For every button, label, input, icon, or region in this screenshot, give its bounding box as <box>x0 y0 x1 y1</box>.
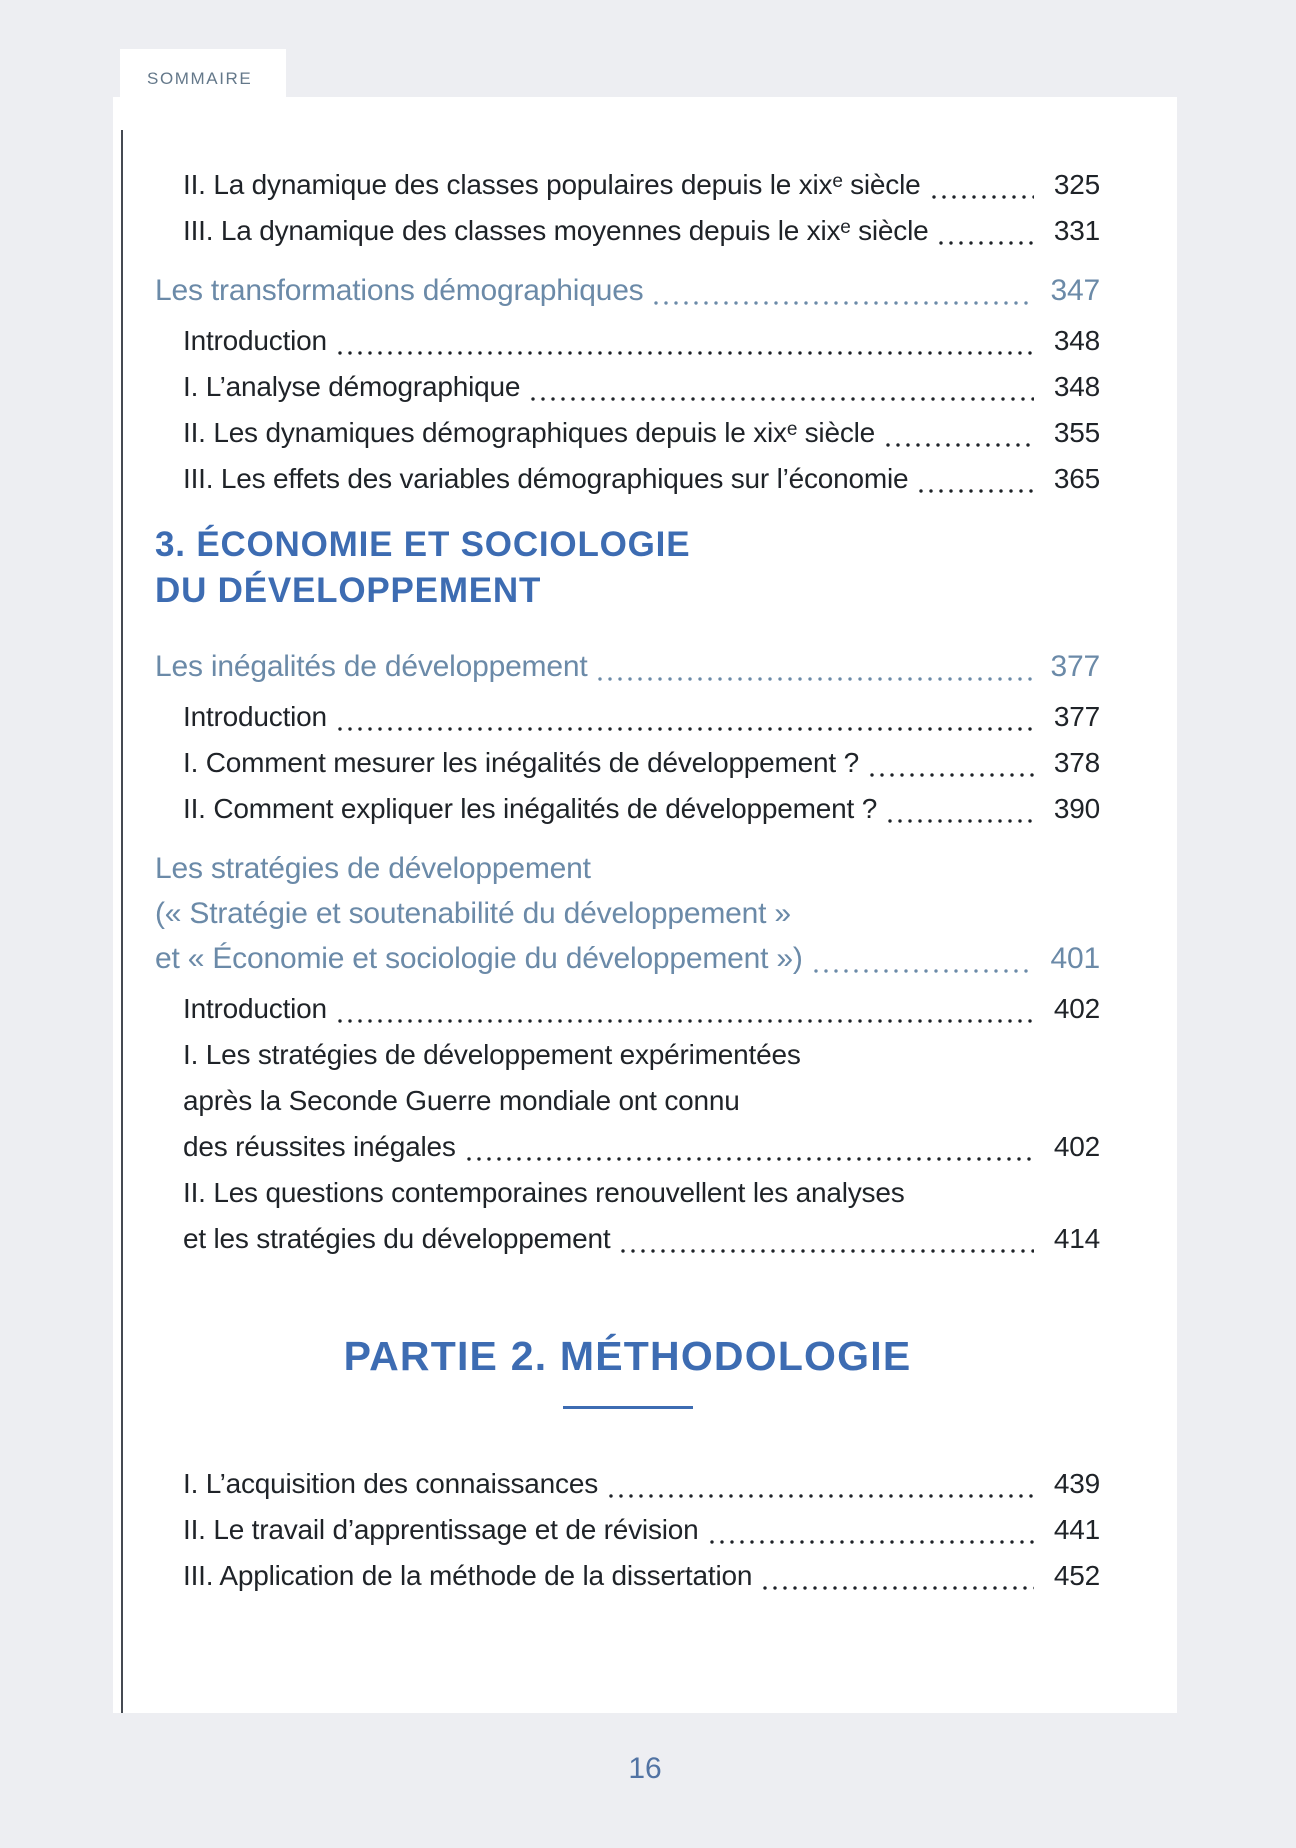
toc-entry-text: II. Comment expliquer les inégalités de développement ? <box>183 793 878 824</box>
toc-entry <box>155 740 1100 786</box>
toc-entry-line <box>155 1461 1100 1507</box>
toc-entry-text: I. Les stratégies de développement expérimentées <box>183 1039 801 1070</box>
toc-entry-line <box>155 208 1100 254</box>
toc-page-number: 347 <box>1050 274 1100 307</box>
toc-page-number: 331 <box>1053 215 1100 246</box>
toc-page-number: 414 <box>1053 1223 1100 1254</box>
toc-entries <box>113 97 1177 1599</box>
toc-entry <box>155 786 1100 832</box>
toc-entry-line <box>155 936 1100 981</box>
toc-entry <box>155 1461 1100 1507</box>
dot-leader <box>885 819 1034 823</box>
dot-leader <box>936 241 1034 245</box>
toc-entry-text: PARTIE 2. MÉTHODOLOGIE <box>343 1333 912 1379</box>
toc-entry-line <box>155 1330 1100 1382</box>
dot-leader <box>528 397 1034 401</box>
toc-page-number: 355 <box>1053 417 1100 448</box>
toc-entry <box>155 1032 1100 1170</box>
sommaire-tab-label: SOMMAIRE <box>147 69 253 88</box>
footer-page-number: 16 <box>628 1752 662 1785</box>
toc-page-number: 401 <box>1050 942 1100 975</box>
toc-entry-text: Introduction <box>183 325 327 356</box>
toc-page-number: 348 <box>1053 325 1100 356</box>
toc-entry-text: Les transformations démographiques <box>155 274 644 307</box>
toc-entry-text: après la Seconde Guerre mondiale ont connu <box>183 1085 740 1116</box>
dot-leader <box>929 195 1035 199</box>
toc-page-number: 348 <box>1053 371 1100 402</box>
toc-entry <box>155 1507 1100 1553</box>
dot-leader <box>618 1249 1034 1253</box>
toc-entry-line <box>155 456 1100 502</box>
toc-entry-text: I. L’analyse démographique <box>183 371 521 402</box>
toc-entry <box>155 522 1100 614</box>
toc-entry <box>155 846 1100 981</box>
toc-entry-line <box>155 1507 1100 1553</box>
sommaire-card <box>113 97 1177 1713</box>
toc-entry-text: I. L’acquisition des connaissances <box>183 1468 599 1499</box>
toc-page-number: 365 <box>1053 463 1100 494</box>
toc-entry <box>155 1170 1100 1262</box>
toc-entry-line <box>155 364 1100 410</box>
dot-leader <box>335 1019 1034 1023</box>
dot-leader <box>335 727 1034 731</box>
toc-entry-line <box>155 410 1100 456</box>
part-heading-underline <box>563 1406 693 1409</box>
toc-entry-text: II. Le travail d’apprentissage et de révision <box>183 1514 699 1545</box>
toc-page-number: 378 <box>1053 747 1100 778</box>
toc-entry <box>155 456 1100 502</box>
dot-leader <box>464 1157 1034 1161</box>
toc-entry-line <box>155 644 1100 689</box>
toc-entry-text: des réussites inégales <box>183 1131 456 1162</box>
toc-entry <box>155 364 1100 410</box>
dot-leader <box>335 351 1034 355</box>
toc-page-number: 441 <box>1053 1514 1100 1545</box>
dot-leader <box>595 677 1034 681</box>
dot-leader <box>651 301 1034 305</box>
toc-entry-text: Introduction <box>183 701 327 732</box>
dot-leader <box>916 489 1034 493</box>
toc-entry-line <box>155 786 1100 832</box>
toc-entry <box>155 268 1100 313</box>
toc-entry-line <box>155 1124 1100 1170</box>
toc-entry-line <box>155 1032 1100 1078</box>
dot-leader <box>883 443 1034 447</box>
toc-entry-text: et les stratégies du développement <box>183 1223 611 1254</box>
toc-entry-line <box>155 568 1100 614</box>
toc-entry-text: II. Les questions contemporaines renouvellent les analyses <box>183 1177 905 1208</box>
toc-entry-line <box>155 891 1100 936</box>
toc-entry-line <box>155 268 1100 313</box>
dot-leader <box>867 773 1034 777</box>
toc-entry-line <box>155 1553 1100 1599</box>
toc-entry-line <box>155 522 1100 568</box>
toc-entry-text: II. Les dynamiques démographiques depuis le xixᵉ siècle <box>183 417 876 448</box>
toc-entry <box>155 644 1100 689</box>
toc-entry <box>155 986 1100 1032</box>
toc-entry <box>155 694 1100 740</box>
dot-leader <box>811 969 1034 973</box>
toc-entry-line <box>155 162 1100 208</box>
toc-entry-text: Les stratégies de développement <box>155 852 591 885</box>
toc-page-number: 390 <box>1053 793 1100 824</box>
toc-entry-line <box>155 1170 1100 1216</box>
toc-entry <box>155 1330 1100 1409</box>
dot-leader <box>707 1540 1034 1544</box>
toc-entry-line <box>155 1078 1100 1124</box>
toc-entry-text: III. Les effets des variables démographiques sur l’économie <box>183 463 909 494</box>
toc-entry-text: I. Comment mesurer les inégalités de développement ? <box>183 747 859 778</box>
toc-entry-text: 3. ÉCONOMIE ET SOCIOLOGIE <box>155 525 691 564</box>
toc-entry <box>155 208 1100 254</box>
toc-entry-text: et « Économie et sociologie du développement ») <box>155 942 803 975</box>
toc-entry-line <box>155 846 1100 891</box>
toc-entry <box>155 318 1100 364</box>
toc-page-number: 402 <box>1053 993 1100 1024</box>
toc-entry-line <box>155 1216 1100 1262</box>
toc-entry-line <box>155 694 1100 740</box>
toc-page-number: 377 <box>1050 650 1100 683</box>
toc-page-number: 439 <box>1053 1468 1100 1499</box>
toc-entry-line <box>155 986 1100 1032</box>
toc-entry-text: III. La dynamique des classes moyennes depuis le xixᵉ siècle <box>183 215 929 246</box>
toc-page-number: 325 <box>1053 169 1100 200</box>
toc-entry-text: Les inégalités de développement <box>155 650 588 683</box>
toc-entry-text: II. La dynamique des classes populaires depuis le xixᵉ siècle <box>183 169 921 200</box>
toc-page-number: 402 <box>1053 1131 1100 1162</box>
toc-page-number: 377 <box>1053 701 1100 732</box>
toc-entry <box>155 1553 1100 1599</box>
toc-entry <box>155 162 1100 208</box>
toc-entry-line <box>155 318 1100 364</box>
toc-entry-text: III. Application de la méthode de la dissertation <box>183 1560 753 1591</box>
sommaire-tab <box>120 49 286 99</box>
toc-entry <box>155 410 1100 456</box>
toc-entry-text: Introduction <box>183 993 327 1024</box>
dot-leader <box>606 1494 1034 1498</box>
toc-entry-text: DU DÉVELOPPEMENT <box>155 571 542 610</box>
toc-entry-line <box>155 740 1100 786</box>
toc-entry-text: (« Stratégie et soutenabilité du développement » <box>155 897 791 930</box>
toc-page-number: 452 <box>1053 1560 1100 1591</box>
dot-leader <box>760 1586 1034 1590</box>
